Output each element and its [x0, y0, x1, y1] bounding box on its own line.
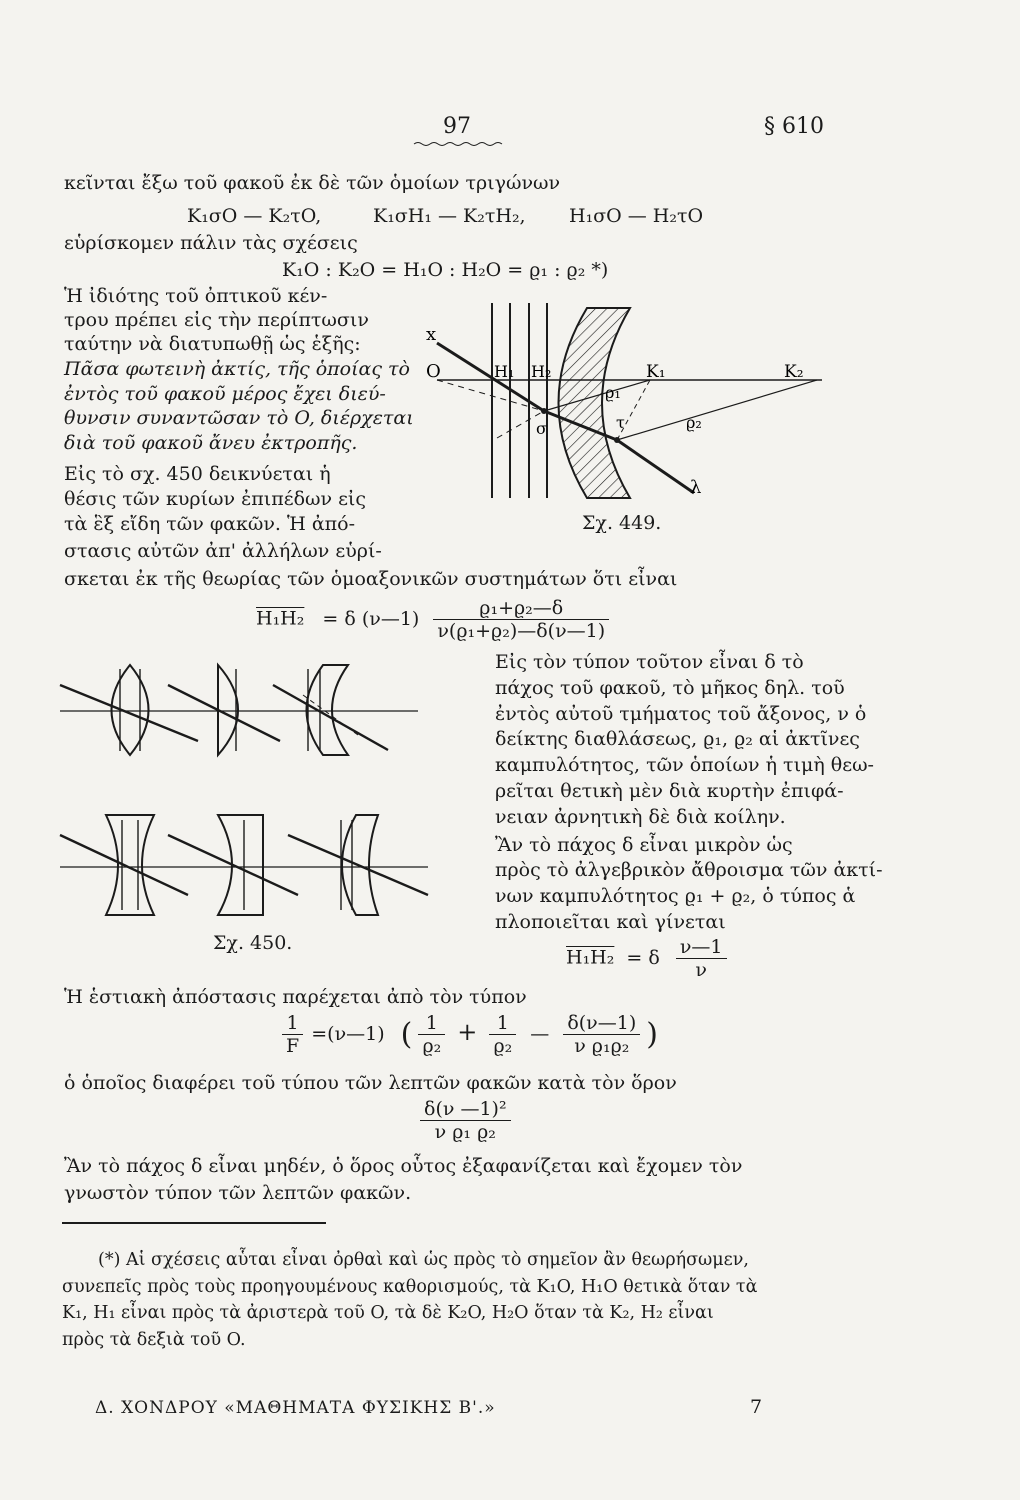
eq-fraction: [418, 1012, 445, 1057]
paren-close: ): [646, 1017, 658, 1052]
eq-plus: +: [457, 1017, 478, 1046]
text-line: πλοποιεῖται καὶ γίνεται: [495, 910, 726, 933]
dashed-extension: [437, 380, 544, 411]
triangle-relation: K₁σO — K₂τO,: [187, 205, 322, 227]
eq-denominator: ϱ₂: [422, 1035, 442, 1057]
eq-fraction: [433, 597, 609, 642]
eq-denominator: F: [286, 1035, 300, 1057]
eq-denominator: ϱ₂: [493, 1035, 513, 1057]
italic-line: ἐντὸς τοῦ φακοῦ μέρος ἔχει διεύ-: [64, 383, 386, 405]
footnote: [62, 1247, 757, 1353]
eq-numerator: δ(ν—1): [563, 1012, 640, 1035]
eq-numerator: 1: [418, 1012, 445, 1035]
lens-biconcave: [106, 815, 154, 915]
radius-rho2: [617, 380, 817, 440]
page-number: 97: [443, 114, 471, 139]
text-line: κεῖνται ἔξω τοῦ φακοῦ ἐκ δὲ τῶν ὁμοίων τριγώνων: [64, 172, 561, 194]
fig450-caption: Σχ. 450.: [213, 932, 293, 954]
text-line: σκεται ἐκ τῆς θεωρίας τῶν ὁμοαξονικῶν συστημάτων ὅτι εἶναι: [64, 568, 678, 590]
footnote-line: (*) Αἱ σχέσεις αὗται εἶναι ὀρθαὶ καὶ ὡς πρὸς τὸ σημεῖον ἂν θεωρήσωμεν,: [98, 1250, 749, 1270]
text-line: Ἂν τὸ πάχος δ εἶναι μικρὸν ὡς: [495, 833, 793, 856]
text-line: τρου πρέπει εἰς τὴν περίπτωσιν: [64, 309, 369, 331]
ray: [168, 685, 280, 741]
ray: [168, 835, 298, 895]
fig449-caption: Σχ. 449.: [582, 512, 662, 534]
eq-mid: = δ (ν—1): [322, 607, 420, 630]
text-line: νειαν ἀρνητικὴ δὲ διὰ κοίλην.: [495, 805, 786, 828]
figure-450: [58, 655, 443, 955]
triangle-relation: H₁σO — H₂τO: [569, 205, 704, 227]
label-rho2: ϱ₂: [686, 413, 702, 432]
eq-numerator: 1: [489, 1012, 516, 1035]
label-H1: H₁: [494, 362, 515, 381]
eq-denominator: ν(ϱ₁+ϱ₂)—δ(ν—1): [437, 620, 606, 642]
eq-denominator: ν: [695, 959, 707, 981]
type-text: [495, 650, 883, 936]
text-line: Ἂν τὸ πάχος δ εἶναι μηδέν, ὁ ὅρος οὗτος ἐξαφανίζεται καὶ ἔχομεν τὸν: [64, 1155, 743, 1177]
ray: [60, 835, 188, 895]
text-line: Εἰς τὸ σχ. 450 δεικνύεται ἡ: [64, 463, 331, 485]
text-line: γνωστὸν τύπον τῶν λεπτῶν φακῶν.: [64, 1182, 412, 1204]
point-tau: [614, 437, 620, 443]
footnote-rule: [62, 1222, 326, 1224]
text-line: δείκτης διαθλάσεως, ϱ₁, ϱ₂ αἱ ἀκτῖνες: [495, 728, 860, 751]
eq-lhs: H₁H₂: [566, 946, 615, 969]
label-x: x: [426, 324, 437, 345]
equation-term: [420, 1098, 511, 1143]
footnote-line: συνεπεῖς πρὸς τοὺς προηγουμένους καθορισμούς, τὰ K₁O, H₁O θετικὰ ὅταν τὰ: [62, 1276, 758, 1297]
lens-biconvex: [112, 665, 149, 755]
label-K2: K₂: [784, 362, 804, 382]
ray: [288, 835, 428, 895]
label-rho1: ϱ₁: [605, 383, 621, 402]
text-line: θέσις τῶν κυρίων ἐπιπέδων εἰς: [64, 488, 367, 510]
eq-fraction: [282, 1012, 303, 1057]
ray: [273, 685, 388, 750]
ratio-equation: K₁O : K₂O = H₁O : H₂O = ϱ₁ : ϱ₂ *): [282, 259, 609, 281]
label-H2: H₂: [531, 362, 552, 381]
paren-open: (: [400, 1017, 413, 1052]
ray-dashed: [303, 695, 358, 735]
eq-denominator: ν ϱ₁ϱ₂: [574, 1035, 630, 1057]
triangle-relation: K₁σH₁ — K₂τH₂,: [373, 205, 526, 227]
eq-fraction: [563, 1012, 640, 1057]
text-line: καμπυλότητος, τῶν ὁποίων ἡ τιμὴ θεω-: [495, 754, 874, 777]
eq-mid: =(ν—1): [311, 1022, 385, 1045]
eq-lhs: H₁H₂: [256, 607, 305, 630]
lens-planoconcave: [218, 815, 263, 915]
lens-planoconvex: [218, 665, 238, 755]
text-line: Ἡ ἰδιότης τοῦ ὀπτικοῦ κέν-: [64, 285, 328, 307]
italic-line: θυνσιν συναντῶσαν τὸ O, διέρχεται: [64, 407, 414, 429]
text-line: ἐντὸς αὐτοῦ τμήματος τοῦ ἄξονος, ν ὁ: [495, 702, 867, 725]
text-line: ταύτην νὰ διατυπωθῇ ὡς ἑξῆς:: [64, 333, 361, 355]
eq-mid: = δ: [626, 946, 660, 969]
text-line: πάχος τοῦ φακοῦ, τὸ μῆκος δηλ. τοῦ: [495, 676, 845, 699]
text-line: ὁ ὁποῖος διαφέρει τοῦ τύπου τῶν λεπτῶν φακῶν κατὰ τὸν ὅρον: [64, 1072, 677, 1094]
eq-numerator: ν—1: [676, 936, 727, 959]
incident-ray: [437, 343, 544, 411]
signature-mark: 7: [750, 1396, 763, 1418]
section-number: § 610: [764, 114, 824, 139]
text-line: πρὸς τὸ ἀλγεβρικὸν ἄθροισμα τῶν ἀκτί-: [495, 859, 883, 882]
text-line: στασις αὐτῶν ἀπ' ἀλλήλων εὑρί-: [64, 540, 382, 562]
equation-focal: [282, 1012, 658, 1057]
equation-h1h2: [256, 597, 609, 642]
eq-fraction: [420, 1098, 511, 1143]
eq-denominator: ν ϱ₁ ϱ₂: [434, 1121, 496, 1143]
eq-numerator: 1: [282, 1012, 303, 1035]
text-line: ρεῖται θετικὴ μὲν διὰ κυρτὴν ἐπιφά-: [495, 779, 844, 802]
label-lambda: λ: [690, 477, 702, 498]
eq-numerator: δ(ν —1)²: [420, 1098, 511, 1121]
label-sigma: σ: [536, 419, 547, 438]
text-line: Εἰς τὸν τύπον τοῦτον εἶναι δ τὸ: [495, 651, 804, 673]
lens-meniscus-convex: [307, 665, 349, 755]
footnote-line: K₁, H₁ εἶναι πρὸς τὰ ἀριστερὰ τοῦ O, τὰ δὲ K₂O, H₂O ὅταν τὰ K₂, H₂ εἶναι: [62, 1303, 714, 1323]
text-line: νων καμπυλότητος ϱ₁ + ϱ₂, ὁ τύπος ἁ: [495, 885, 856, 908]
point-sigma: [541, 408, 547, 414]
italic-line: διὰ τοῦ φακοῦ ἄνευ ἐκτροπῆς.: [64, 432, 358, 454]
label-K1: K₁: [646, 362, 666, 382]
footnote-line: πρὸς τὰ δεξιὰ τοῦ O.: [62, 1329, 246, 1350]
italic-line: Πᾶσα φωτεινὴ ἀκτίς, τῆς ὁποίας τὸ: [64, 358, 410, 380]
header-ornament: [412, 140, 507, 148]
ray: [60, 685, 198, 741]
label-O: O: [426, 361, 441, 382]
book-title: Δ. ΧΟΝΔΡΟΥ «ΜΑΘΗΜΑΤΑ ΦΥΣΙΚΗΣ Β'.»: [95, 1398, 496, 1418]
equation-simple: [566, 936, 727, 981]
eq-minus: —: [530, 1022, 550, 1045]
text-line: τὰ ἓξ εἴδη τῶν φακῶν. Ἡ ἀπό-: [64, 513, 356, 535]
figure-449: [412, 288, 842, 523]
eq-fraction: [676, 936, 727, 981]
emergent-ray: [617, 440, 694, 493]
text-line: εὑρίσκομεν πάλιν τὰς σχέσεις: [64, 232, 358, 254]
eq-numerator: ϱ₁+ϱ₂—δ: [433, 597, 609, 620]
eq-fraction: [489, 1012, 516, 1057]
text-line: Ἡ ἑστιακὴ ἀπόστασις παρέχεται ἀπὸ τὸν τύπον: [64, 986, 527, 1008]
label-tau: τ: [616, 413, 625, 432]
